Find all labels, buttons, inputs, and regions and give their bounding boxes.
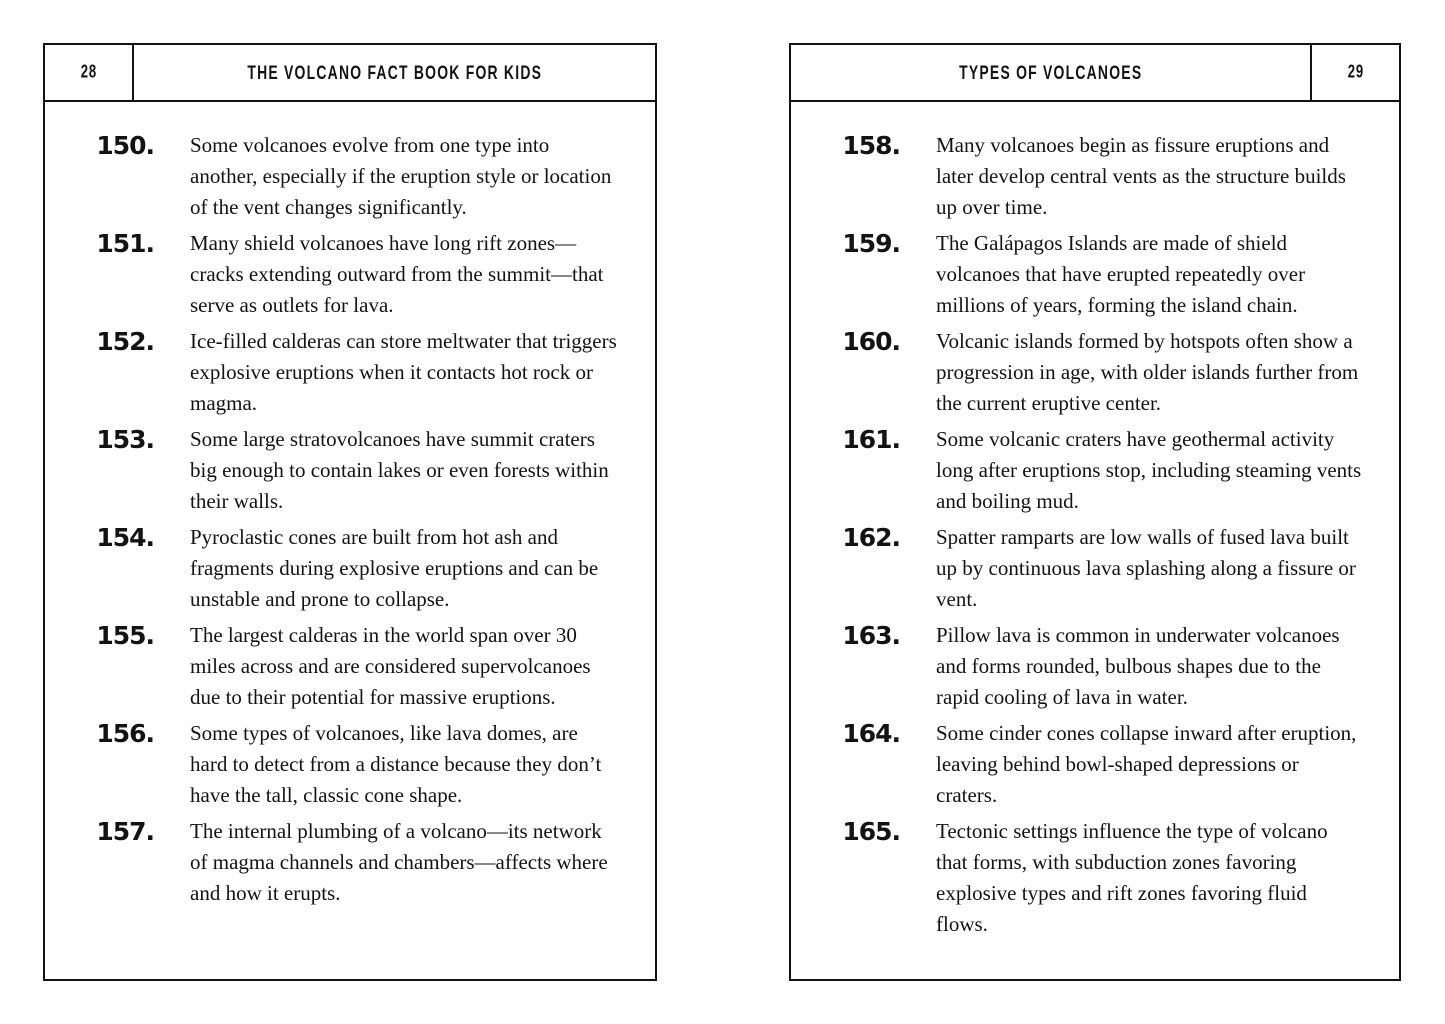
- fact-item: [791, 718, 1399, 811]
- fact-number: 162.: [842, 523, 900, 552]
- fact-number: 157.: [96, 817, 154, 846]
- fact-number: 165.: [842, 817, 900, 846]
- fact-list: [791, 102, 1399, 940]
- fact-item: [791, 522, 1399, 615]
- fact-number: 161.: [842, 425, 900, 454]
- fact-item: [45, 326, 655, 419]
- fact-item: [45, 424, 655, 517]
- fact-text: Some volcanic craters have geothermal activity long after eruptions stop, including steaming vents and boiling mud.: [936, 427, 1362, 513]
- fact-text: Volcanic islands formed by hotspots often show a progression in age, with older islands further from the current eruptive center.: [936, 329, 1359, 415]
- fact-item: [45, 522, 655, 615]
- fact-number: 164.: [842, 719, 900, 748]
- fact-item: [791, 816, 1399, 940]
- page-header: [791, 45, 1399, 102]
- fact-list: [45, 102, 655, 909]
- page-number-box: [45, 45, 134, 100]
- fact-item: [791, 130, 1399, 223]
- page-number: 29: [1347, 62, 1364, 82]
- book-page-left: [43, 43, 657, 981]
- fact-text: Some large stratovolcanoes have summit craters big enough to contain lakes or even forests within their walls.: [190, 427, 609, 513]
- fact-text: Ice-filled calderas can store meltwater that triggers explosive eruptions when it contacts hot rock or magma.: [190, 329, 617, 415]
- running-head-title: THE VOLCANO FACT BOOK FOR KIDS: [247, 61, 542, 83]
- fact-item: [791, 620, 1399, 713]
- fact-number: 158.: [842, 131, 900, 160]
- fact-item: [45, 816, 655, 909]
- fact-text: Spatter ramparts are low walls of fused lava built up by continuous lava splashing along a fissure or vent.: [936, 525, 1356, 611]
- fact-text: Some volcanoes evolve from one type into another, especially if the eruption style or location of the vent changes significantly.: [190, 133, 612, 219]
- page-number: 28: [80, 62, 97, 82]
- fact-text: Some cinder cones collapse inward after eruption, leaving behind bowl-shaped depressions or craters.: [936, 721, 1357, 807]
- fact-text: The Galápagos Islands are made of shield volcanoes that have erupted repeatedly over millions of years, forming the island chain.: [936, 231, 1306, 317]
- fact-item: [45, 620, 655, 713]
- fact-number: 154.: [96, 523, 154, 552]
- page-number-box: [1310, 45, 1399, 100]
- fact-number: 163.: [842, 621, 900, 650]
- fact-number: 150.: [96, 131, 154, 160]
- fact-item: [45, 718, 655, 811]
- fact-item: [791, 424, 1399, 517]
- fact-number: 160.: [842, 327, 900, 356]
- page-header: [45, 45, 655, 102]
- fact-item: [45, 228, 655, 321]
- fact-number: 152.: [96, 327, 154, 356]
- running-head: [134, 45, 655, 100]
- fact-text: Some types of volcanoes, like lava domes, are hard to detect from a distance because they don’t have the tall, classic cone shape.: [190, 721, 602, 807]
- fact-number: 156.: [96, 719, 154, 748]
- fact-number: 153.: [96, 425, 154, 454]
- fact-text: Tectonic settings influence the type of volcano that forms, with subduction zones favoring explosive types and rift zones favoring fluid flows.: [936, 819, 1328, 936]
- running-head: [791, 45, 1310, 100]
- fact-number: 159.: [842, 229, 900, 258]
- fact-text: Many volcanoes begin as fissure eruptions and later develop central vents as the structure builds up over time.: [936, 133, 1346, 219]
- fact-number: 151.: [96, 229, 154, 258]
- fact-item: [791, 326, 1399, 419]
- fact-text: Many shield volcanoes have long rift zones—cracks extending outward from the summit—that serve as outlets for lava.: [190, 231, 604, 317]
- running-head-title: TYPES OF VOLCANOES: [958, 61, 1143, 83]
- fact-item: [45, 130, 655, 223]
- fact-number: 155.: [96, 621, 154, 650]
- fact-item: [791, 228, 1399, 321]
- fact-text: The largest calderas in the world span over 30 miles across and are considered supervolcanoes due to their potential for massive eruptions.: [190, 623, 591, 709]
- fact-text: The internal plumbing of a volcano—its network of magma channels and chambers—affects where and how it erupts.: [190, 819, 608, 905]
- fact-text: Pyroclastic cones are built from hot ash and fragments during explosive eruptions and can be unstable and prone to collapse.: [190, 525, 599, 611]
- book-page-right: [789, 43, 1401, 981]
- fact-text: Pillow lava is common in underwater volcanoes and forms rounded, bulbous shapes due to the rapid cooling of lava in water.: [936, 623, 1340, 709]
